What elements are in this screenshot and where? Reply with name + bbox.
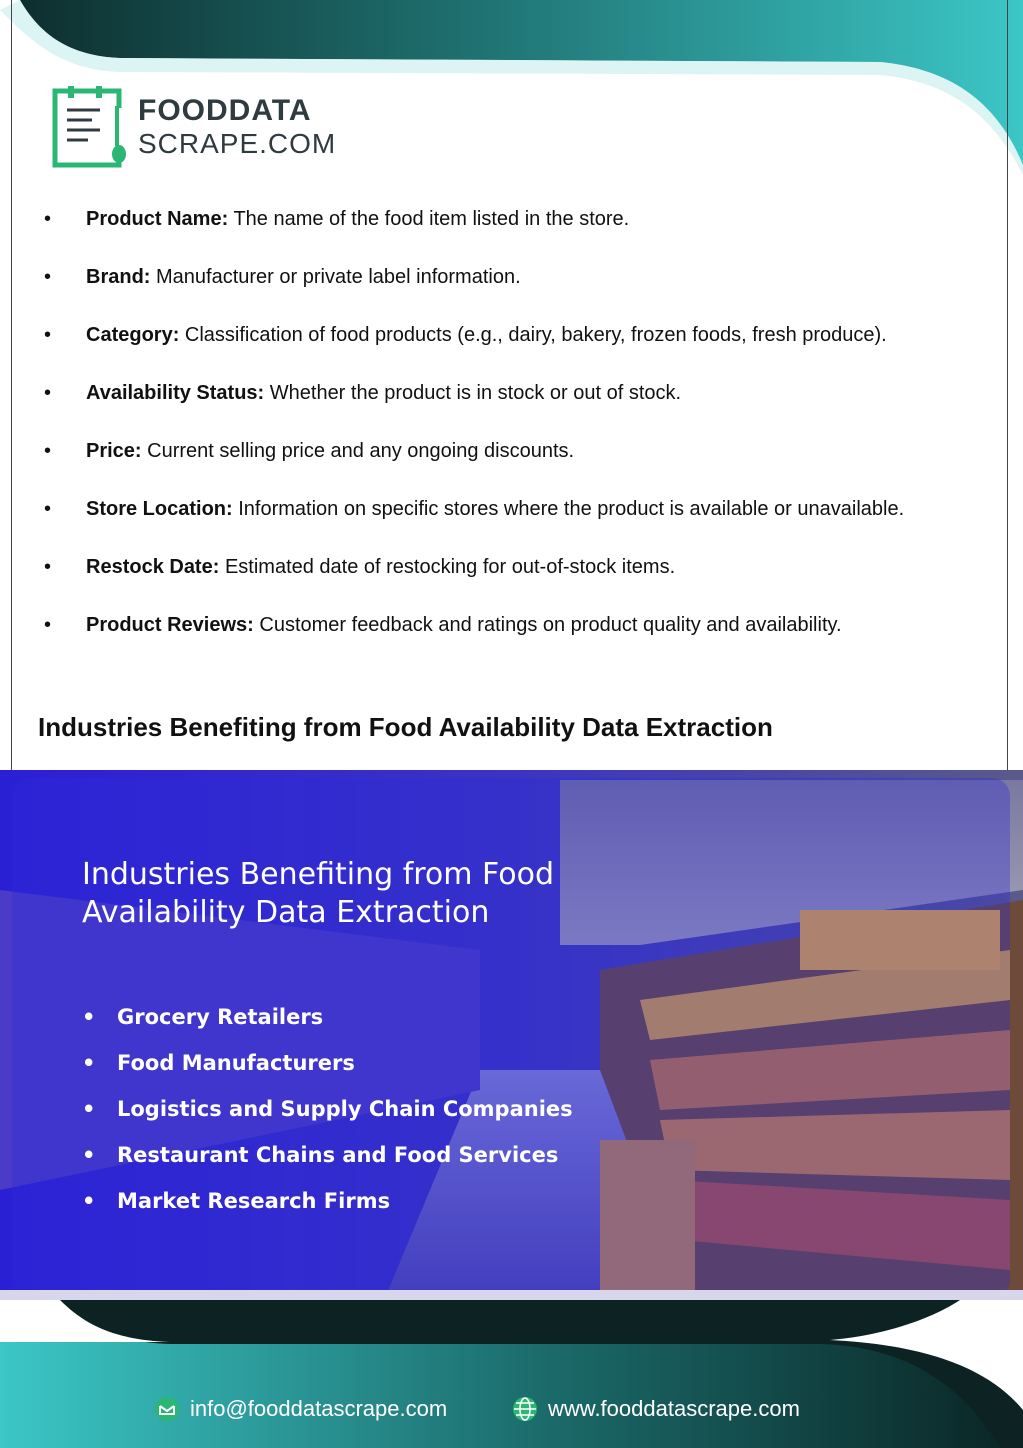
list-item: [40, 321, 974, 350]
list-item: [40, 437, 974, 466]
footer-swoosh: [0, 1300, 1023, 1448]
footer-website[interactable]: [512, 1396, 800, 1422]
list-item: • Restaurant Chains and Food Services: [80, 1132, 573, 1178]
list-item: [40, 495, 974, 524]
field-label: Price:: [86, 440, 142, 462]
banner-title-line: Availability Data Extraction: [82, 895, 490, 930]
field-description: Classification of food products (e.g., dairy, bakery, frozen foods, fresh produce).: [179, 324, 887, 346]
field-label: Product Name:: [86, 208, 229, 230]
list-item: • Logistics and Supply Chain Companies: [80, 1086, 573, 1132]
field-label: Restock Date:: [86, 556, 220, 578]
list-item: • Market Research Firms: [80, 1178, 573, 1224]
field-description: Customer feedback and ratings on product quality and availability.: [253, 614, 842, 636]
field-list: [40, 205, 974, 669]
field-description: Estimated date of restocking for out-of-stock items.: [219, 556, 676, 578]
field-label: Product Reviews:: [86, 614, 254, 636]
field-label: Availability Status:: [86, 382, 265, 404]
field-description: Manufacturer or private label information.: [150, 266, 521, 288]
list-item: [40, 553, 974, 582]
field-description: The name of the food item listed in the store.: [228, 208, 630, 230]
list-item: [40, 263, 974, 292]
website-text: www.fooddatascrape.com: [548, 1396, 800, 1421]
list-item: • Grocery Retailers: [80, 994, 573, 1040]
email-text: info@fooddatascrape.com: [190, 1396, 448, 1421]
industry-list: [80, 994, 573, 1224]
globe-icon: [512, 1396, 538, 1422]
logo-text-primary: FOODDATA: [138, 94, 312, 127]
list-item: [40, 205, 974, 234]
section-heading: Industries Benefiting from Food Availability Data Extraction: [38, 712, 773, 742]
field-description: Whether the product is in stock or out of stock.: [264, 382, 682, 404]
list-item: [40, 611, 974, 640]
footer-email[interactable]: [154, 1396, 447, 1422]
field-label: Store Location:: [86, 498, 233, 520]
field-label: Brand:: [86, 266, 151, 288]
list-item: • Food Manufacturers: [80, 1040, 573, 1086]
field-description: Current selling price and any ongoing discounts.: [141, 440, 575, 462]
banner-title: [82, 856, 554, 932]
banner-title-line: Industries Benefiting from Food: [82, 857, 554, 892]
field-label: Category:: [86, 324, 180, 346]
field-description: Information on specific stores where the product is available or unavailable.: [232, 498, 905, 520]
list-item: [40, 379, 974, 408]
mail-icon: [154, 1396, 180, 1422]
logo-text-secondary: SCRAPE.COM: [138, 128, 337, 159]
